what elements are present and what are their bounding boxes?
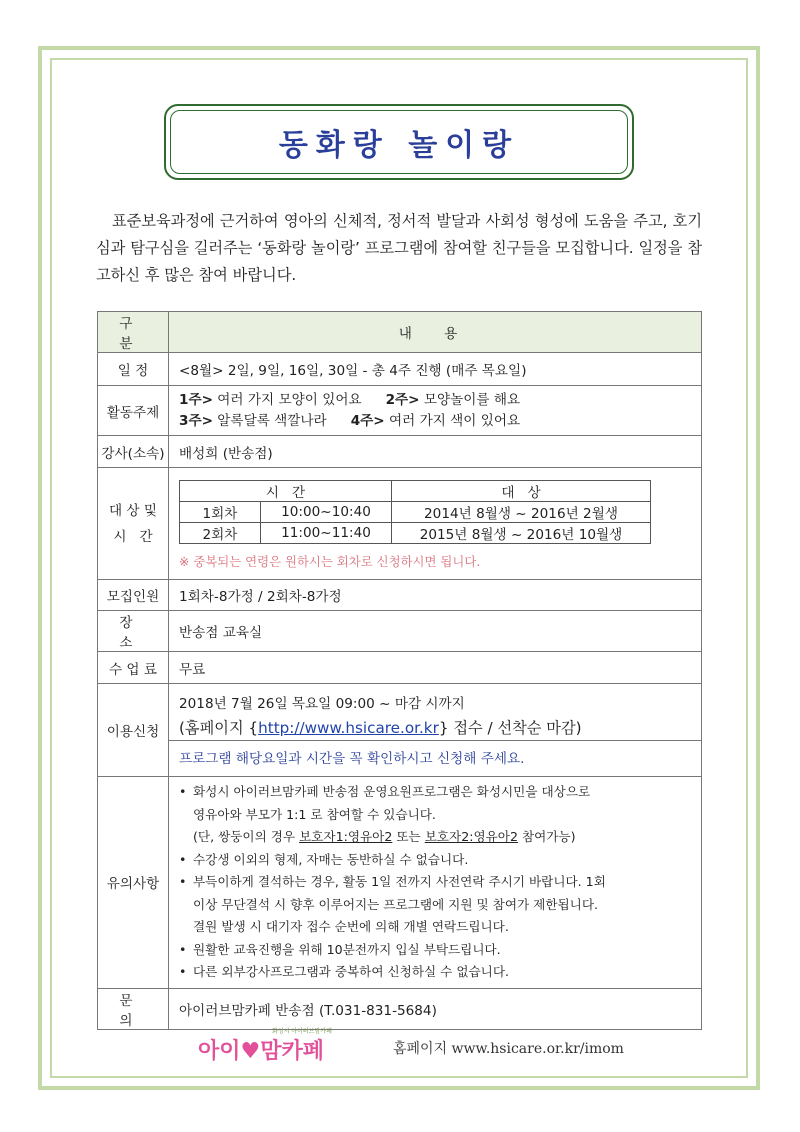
session-time-header: 시 간 — [180, 480, 392, 501]
session-target-header: 대 상 — [392, 480, 651, 501]
header-label: 구 분 — [98, 312, 169, 353]
list-item: • 화성시 아이러브맘카페 반송점 운영요원프로그램은 화성시민을 대상으로 영유아와 부모가 1:1 로 참여할 수 있습니다. (단, 쌍둥이의 경우 보호자1:영유아2 또는 보호자2:영유아2 참여가능) — [177, 781, 691, 849]
place-value: 반송점 교육실 — [169, 611, 702, 652]
list-item: • 다른 외부강사프로그램과 중복하여 신청하실 수 없습니다. — [177, 961, 691, 984]
theme-row — [98, 386, 702, 436]
notes-label: 유의사항 — [98, 777, 169, 989]
list-item: • 부득이하게 결석하는 경우, 활동 1일 전까지 사전연락 주시기 바랍니다. 1회 이상 무단결석 시 향후 이루어지는 프로그램에 지원 및 참여가 제한됩니다. 결원 발생 시 대기자 접수 순번에 의해 개별 연락드립니다. — [177, 871, 691, 939]
apply-value — [169, 684, 702, 777]
schedule-label: 일 정 — [98, 353, 169, 386]
list-item: • 수강생 이외의 형제, 자매는 동반하실 수 없습니다. — [177, 849, 691, 872]
target-label: 대 상 및 시 간 — [98, 468, 169, 580]
recruit-value: 1회차-8가정 / 2회차-8가정 — [169, 580, 702, 611]
fee-value: 무료 — [169, 652, 702, 684]
session-row: 2회차 11:00~11:40 2015년 8월생 ~ 2016년 10월생 — [180, 522, 651, 543]
target-row — [98, 468, 702, 580]
age-note: ※ 중복되는 연령은 원하시는 회차로 신청하시면 됩니다. — [179, 553, 481, 569]
footer-homepage: 홈페이지 www.hsicare.or.kr/imom — [393, 1041, 624, 1057]
notes-row — [98, 777, 702, 989]
intro-paragraph: 표준보육과정에 근거하여 영아의 신체적, 정서적 발달과 사회성 형성에 도움을 주고, 호기심과 탐구심을 길러주는 ‘동화랑 놀이랑’ 프로그램에 참여할 친구들을 모집합니다. 일정을 참고하신 후 많은 참여 바랍니다. — [96, 212, 702, 284]
page-title: 동화랑 놀이랑 — [278, 128, 520, 163]
contact-row — [98, 988, 702, 1029]
schedule-value: <8월> 2일, 9일, 16일, 30일 - 총 4주 진행 (매주 목요일) — [169, 353, 702, 386]
recruit-label: 모집인원 — [98, 580, 169, 611]
homepage-link[interactable]: http://www.hsicare.or.kr — [258, 718, 439, 737]
instructor-label: 강사(소속) — [98, 436, 169, 468]
list-item: • 원활한 교육진행을 위해 10분전까지 입실 부탁드립니다. — [177, 939, 691, 962]
recruit-row — [98, 580, 702, 611]
contact-value: 아이러브맘카페 반송점 (T.031-831-5684) — [169, 988, 702, 1029]
contact-label: 문 의 — [98, 988, 169, 1029]
instructor-value: 배성희 (반송점) — [169, 436, 702, 468]
place-row — [98, 611, 702, 652]
apply-notice: 프로그램 해당요일과 시간을 꼭 확인하시고 신청해 주세요. — [169, 740, 701, 772]
apply-row — [98, 684, 702, 777]
notes-value — [169, 777, 702, 989]
instructor-row — [98, 436, 702, 468]
title-box — [164, 104, 634, 180]
notes-list — [177, 781, 691, 984]
session-table — [179, 480, 651, 544]
session-row: 1회차 10:00~10:40 2014년 8월생 ~ 2016년 2월생 — [180, 501, 651, 522]
theme-value: 1주> 여러 가지 모양이 있어요 2주> 모양놀이를 해요 3주> 알록달록 색깔나라 4주> 여러 가지 색이 있어요 — [169, 386, 702, 436]
fee-row — [98, 652, 702, 684]
header-content: 내 용 — [169, 312, 702, 353]
theme-label: 활동주제 — [98, 386, 169, 436]
cafe-logo: 화성시 아이러브맘카페 아이♥맘카페 — [198, 1028, 332, 1064]
apply-period: 2018년 7월 26일 목요일 09:00 ~ 마감 시까지 — [179, 695, 465, 712]
place-label: 장 소 — [98, 611, 169, 652]
table-header-row — [98, 312, 702, 353]
fee-label: 수 업 료 — [98, 652, 169, 684]
apply-label: 이용신청 — [98, 684, 169, 777]
logo-text: 아이♥맘카페 — [198, 1039, 324, 1064]
schedule-row — [98, 353, 702, 386]
apply-method: (홈페이지 {http://www.hsicare.or.kr} 접수 / 선착순 마감) — [179, 718, 582, 737]
info-table — [97, 311, 702, 1030]
target-value — [169, 468, 702, 580]
